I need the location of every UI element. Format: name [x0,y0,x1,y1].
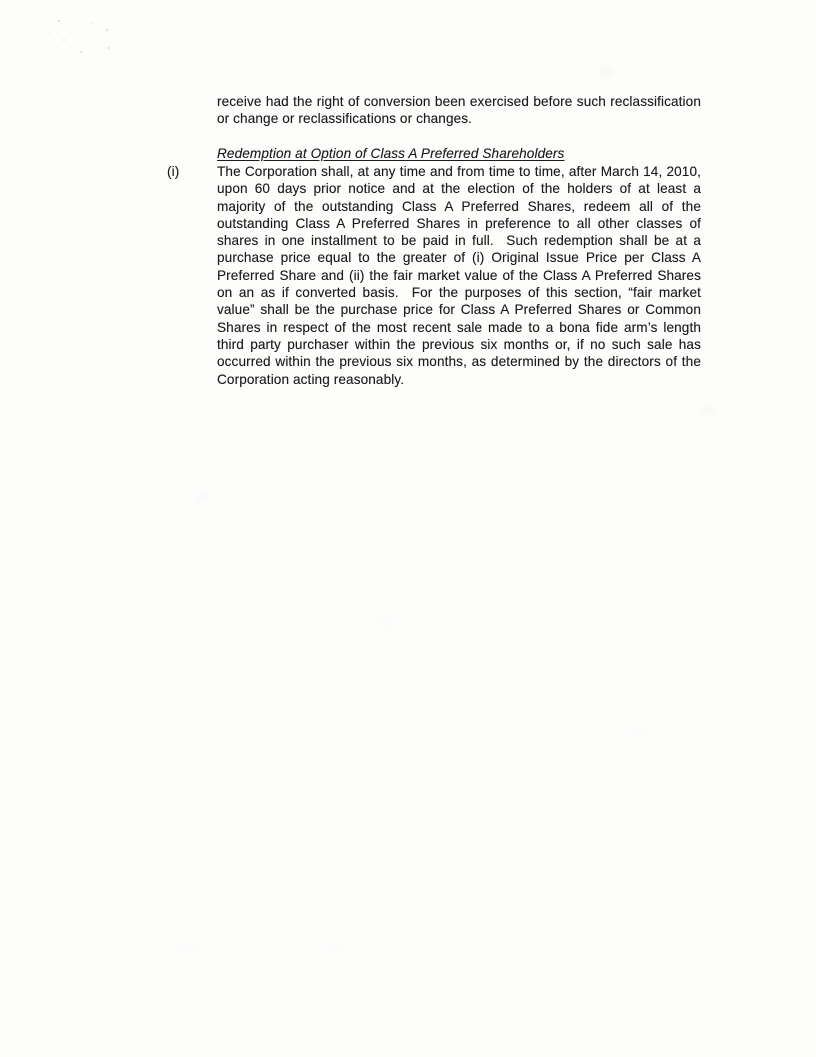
clause-marker: (i) [167,164,180,179]
scan-smudge [180,945,196,949]
scan-smudge [598,70,612,74]
scan-smudge [196,496,210,500]
scan-smudge [92,23,94,24]
scan-smudge [120,36,122,37]
scan-smudge [108,47,110,49]
scan-smudge [80,51,82,53]
scan-smudge [47,33,50,34]
scan-smudge [106,29,108,31]
scan-smudge [380,620,394,624]
continuation-paragraph: receive had the right of conversion been exercised before such reclassification or change or reclassifications or changes. [217,94,705,127]
scan-smudge [58,20,60,22]
scan-smudge [700,408,716,412]
scan-smudge [632,731,646,735]
scan-smudge [63,39,65,41]
clause-body: The Corporation shall, at any time and from time to time, after March 14, 2010, upon 60 days prior notice and at the election of the holders of at least a majority of the outstanding Class A Preferred Shares, redeem all of the outstanding Class A Preferred Shares in preference to all other classes of shares in one installment to be paid in full. Such redemption shall be at a purchase price equal to the greater of (i) Original Issue Price per Class A Preferred Share and (ii) the fair market value of the Class A Preferred Shares on an as if converted basis. For the purposes of this section, “fair market value” shall be the purchase price for Class A Preferred Shares or Common Shares in respect of the most recent sale made to a bona fide arm’s length third party purchaser within the previous six months or, if no such sale has occurred within the previous six months, as determined by the directors of the Corporation acting reasonably. [217,164,705,387]
scan-smudge [330,948,342,951]
section-heading: Redemption at Option of Class A Preferred Shareholders [217,146,565,161]
